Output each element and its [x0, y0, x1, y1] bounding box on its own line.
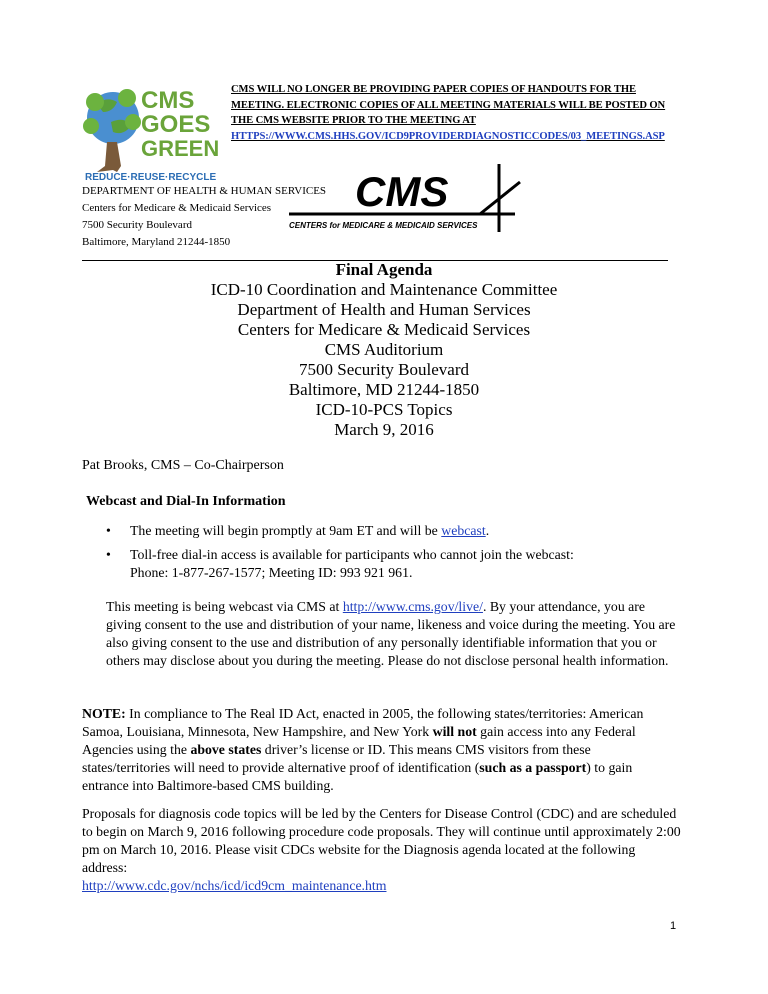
- title-line-4: CMS Auditorium: [324, 340, 444, 359]
- webcast-link[interactable]: webcast: [441, 523, 486, 538]
- note-text-4: ) to gain entrance into Baltimore-based CMS building.: [82, 760, 633, 793]
- note-text-3: driver’s license or ID. This means CMS visitors from these states/territories will need to provide alternative proof of identification (: [82, 742, 591, 775]
- title-line-7: ICD-10-PCS Topics: [315, 400, 453, 419]
- dial-in-text: Toll-free dial-in access is available for participants who cannot join the webcast:: [130, 547, 574, 562]
- real-id-note: [82, 705, 682, 795]
- dept-line-4: Baltimore, Maryland 21244-1850: [82, 236, 231, 248]
- department-address: [82, 183, 327, 251]
- proposals-text: Proposals for diagnosis code topics will be led by the Centers for Disease Control (CDC) and are scheduled to begin on March 9, 2016 following procedure code proposals. They will continue until approximately 2:00 pm on March 10, 2016. Please visit CDCs website for the Diagnosis agenda located at the following address:: [82, 806, 681, 875]
- consent-text-1: This meeting is being webcast via CMS at: [106, 599, 343, 614]
- svg-text:GOES: GOES: [141, 111, 211, 138]
- svg-text:GREEN: GREEN: [141, 136, 220, 161]
- note-text-1: In compliance to The Real ID Act, enacted in 2005, the following states/territories: American Samoa, Louisiana, Minnesota, New Hampshire, and New York: [82, 706, 644, 739]
- svg-text:CMS: CMS: [355, 168, 449, 215]
- cms-logo: [285, 162, 520, 248]
- svg-text:CMS: CMS: [141, 87, 195, 114]
- dept-line-3: 7500 Security Boulevard: [82, 219, 192, 231]
- page-number: 1: [670, 920, 677, 932]
- cdc-maintenance-link[interactable]: http://www.cdc.gov/nchs/icd/icd9cm_maintenance.htm: [82, 878, 387, 893]
- note-label: NOTE:: [82, 706, 126, 721]
- dial-in-phone: Phone: 1-877-267-1577; Meeting ID: 993 921 961.: [130, 565, 413, 580]
- notice-url-link[interactable]: HTTPS://WWW.CMS.HHS.GOV/ICD9PROVIDERDIAGNOSTICCODES/03_MEETINGS.ASP: [231, 130, 665, 142]
- title-line-3: Centers for Medicare & Medicaid Services: [237, 320, 531, 339]
- list-item: [106, 522, 666, 540]
- note-bold-2: above states: [190, 742, 262, 757]
- svg-text:REDUCE·REUSE·RECYCLE: REDUCE·REUSE·RECYCLE: [85, 172, 217, 183]
- consent-paragraph: [106, 598, 682, 670]
- consent-text-2: . By your attendance, you are giving consent to the use and distribution of your name, likeness and voice during the meeting. You are also giving consent to the use and distribution of any personally identifiable information that you or others may disclose about you during the meeting. Please do not disclose personal health information.: [106, 599, 676, 668]
- note-bold-3: such as a passport: [479, 760, 587, 775]
- agenda-title-block: [82, 260, 686, 440]
- bullet-end: .: [485, 523, 490, 538]
- title-line-6: Baltimore, MD 21244-1850: [288, 380, 480, 399]
- note-text-2: gain access into any Federal Agencies using the: [82, 724, 636, 757]
- webcast-bullets: [106, 522, 666, 588]
- dept-line-1: DEPARTMENT OF HEALTH & HUMAN SERVICES: [82, 185, 327, 197]
- note-bold-1: will not: [432, 724, 477, 739]
- bullet-icon: •: [106, 547, 111, 562]
- co-chairperson: Pat Brooks, CMS – Co-Chairperson: [82, 458, 284, 473]
- webcast-heading: Webcast and Dial-In Information: [86, 494, 286, 509]
- proposals-paragraph: [82, 805, 682, 895]
- title-line-8: March 9, 2016: [334, 420, 434, 439]
- bullet-text: The meeting will begin promptly at 9am ET and will be: [130, 523, 442, 538]
- dept-line-2: Centers for Medicare & Medicaid Services: [82, 202, 272, 214]
- cms-logo-mark-icon: [285, 162, 520, 248]
- notice-text: CMS WILL NO LONGER BE PROVIDING PAPER COPIES OF HANDOUTS FOR THE MEETING. ELECTRONIC COPIES OF ALL MEETING MATERIALS WILL BE POSTED ON THE CMS WEBSITE PRIOR TO THE MEETING AT: [231, 84, 666, 126]
- cms-goes-green-logo: [83, 82, 223, 184]
- handout-notice: [231, 82, 681, 144]
- title-line-2: Department of Health and Human Services: [237, 300, 531, 319]
- list-item: [106, 546, 666, 582]
- page-title: Final Agenda: [335, 260, 433, 279]
- tree-globe-icon: [83, 82, 223, 184]
- title-line-5: 7500 Security Boulevard: [299, 360, 469, 379]
- bullet-icon: •: [106, 523, 111, 538]
- svg-text:CENTERS for MEDICARE & MEDICAI: CENTERS for MEDICARE & MEDICAID SERVICES: [289, 221, 478, 230]
- title-line-1: ICD-10 Coordination and Maintenance Committee: [210, 280, 558, 299]
- cms-live-link[interactable]: http://www.cms.gov/live/: [342, 599, 483, 614]
